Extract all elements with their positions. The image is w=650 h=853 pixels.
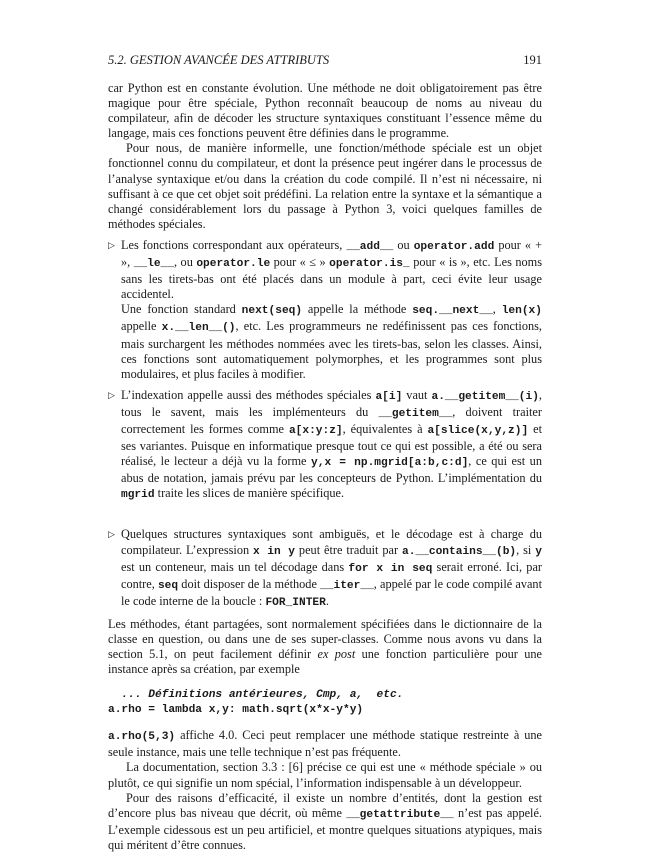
list-item-indexing-text: L’indexation appelle aussi des méthodes spéciales a[i] vaut a.__getitem__(i), tous le savent, mais les implémenteurs du __getitem__, doivent traiter correctement les formes comme a[x:y:z], équivalentes à a[slice(x,y,z)] et ses variantes. Puisque en informatique presque tout ce qui est possible, a été ou sera réalisé, le lecteur a déjà vu la forme y,x = np.mgrid[a:b,c:d], ce qui est un abus de notation, jamais prévu par les concepteurs de Python. L’implémentation du mgrid traite les slices de manière spécifique. bbox=[121, 387, 542, 502]
paragraph-1: car Python est en constante évolution. Une méthode ne doit obligatoirement pas être magique pour être spéciale, Python reconnaît beaucoup de noms au niveau du compilateur, afin de décoder les structure syntaxiques constituant l’essence même du langage, mais ces fonctions peuvent être définies dans le programme. bbox=[108, 81, 542, 141]
paragraph-2: Pour nous, de manière informelle, une fonction/méthode spéciale est un objet fonctionnel connu du compilateur, et dont la présence peut ingérer dans le processus de l’analyse syntaxique et/ou dans la création du code compilé. Il n’est ni nécessaire, ni suffisant à ce que cet objet soit prédéfini. La relation entre la syntaxe et la sémantique a changé considérablement lors du passage à Python 3, voici quelques familles de méthodes spéciales. bbox=[108, 141, 542, 231]
list-item-indexing bbox=[108, 388, 542, 504]
section-title: 5.2. GESTION AVANCÉE DES ATTRIBUTS bbox=[108, 53, 330, 67]
page-number: 191 bbox=[523, 53, 542, 67]
paragraph-6: Pour des raisons d’efficacité, il existe un nombre d’entités, dont la gestion est d’encore plus bas niveau que décrit, où même __getattribute__ n’est pas appelé. L’exemple cidessous est un peu artificiel, et montre quelques situations atypiques, mais qui méritent d’être connues. bbox=[108, 790, 543, 852]
triangle-bullet-icon: ▷ bbox=[108, 389, 115, 400]
list-item-operators bbox=[108, 238, 542, 382]
paragraph-4: a.rho(5,3) affiche 4.0. Ceci peut remplacer une méthode statique restreinte à une seule instance, mais une telle technique n’est pas fréquente. bbox=[108, 728, 542, 760]
list-item-ambiguous-syntax bbox=[108, 527, 542, 610]
triangle-bullet-icon: ▷ bbox=[108, 529, 115, 540]
code-line-lambda: a.rho = lambda x,y: math.sqrt(x*x-y*y) bbox=[108, 703, 364, 716]
list-item-operators-text: Les fonctions correspondant aux opérateurs, __add__ ou operator.add pour « + », __le__, ou operator.le pour « ≤ » operator.is_ pour « is », etc. Les noms sans les tirets-bas ont été placés dans un module à part, ceci évite leur usage accidentel. bbox=[121, 237, 542, 302]
code-block bbox=[108, 688, 542, 717]
page-body bbox=[108, 81, 542, 853]
list-item-operators-continuation: Une fonction standard next(seq) appelle la méthode seq.__next__, len(x) appelle x.__len__(), etc. Les programmeurs ne redéfinissent pas ces fonctions, mais surchargent les méthodes nommées avec les tirets-bas, selon les classes. Ainsi, ces fonctions sont automatiquement polymorphes, et les programmes sont plus modulaires, et plus faciles à modifier. bbox=[121, 302, 542, 381]
triangle-bullet-icon: ▷ bbox=[108, 239, 115, 250]
paragraph-5: La documentation, section 3.3 : [6] précise ce qui est une « méthode spéciale » ou plutôt, ce qui signifie un nom spécial, l’information indispensable à un développeur. bbox=[108, 760, 542, 790]
code-line-comment: ... Définitions antérieures, Cmp, a, etc. bbox=[108, 689, 404, 702]
special-methods-list bbox=[108, 238, 542, 611]
paragraph-3: Les méthodes, étant partagées, sont normalement spécifiées dans le dictionnaire de la classe en question, ou dans une de ses super-classes. Comme nous avons vu dans la section 5.1, on peut facilement définir ex post une fonction particulière pour une instance après sa création, par exemple bbox=[108, 616, 542, 677]
list-item-ambiguous-syntax-text: Quelques structures syntaxiques sont ambiguës, et le décodage est à charge du compilateur. L’expression x in y peut être traduit par a.__contains__(b), si y est un conteneur, mais un tel décodage dans for x in seq serait erroné. Ici, par contre, seq doit disposer de la méthode __iter__, appelé par le code compilé avant le code interne de la boucle : FOR_INTER. bbox=[121, 527, 542, 609]
